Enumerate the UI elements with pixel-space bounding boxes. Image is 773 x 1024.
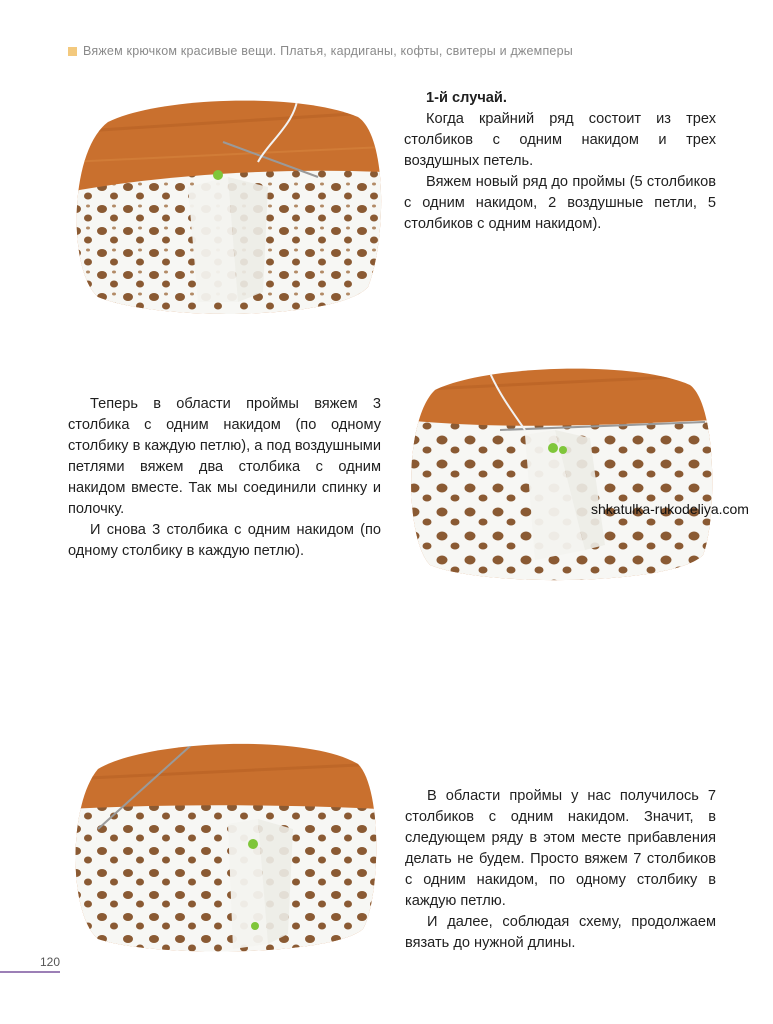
step-1-heading: 1-й случай. (426, 90, 507, 106)
page-number: 120 (40, 955, 61, 969)
step-3-paragraph-2: И далее, соблюдая схему, продолжаем вязать до нужной длины. (405, 914, 716, 951)
watermark-text: shkatulka-rukodeliya.com (591, 501, 749, 517)
step-2-paragraph-1: Теперь в области проймы вяжем 3 столбика с одним накидом (по одному столбику в каждую петлю), а под воздушными петлями вяжем два столбика с одним накидом вместе. Так мы соединили спинку и полочку. (68, 396, 381, 517)
step-1-paragraph-2: Вяжем новый ряд до проймы (5 столбиков с одним накидом, 2 воздушные петли, 5 столбиков с одним накидом). (404, 174, 716, 232)
header-title: Вяжем крючком красивые вещи. Платья, кардиганы, кофты, свитеры и джемперы (83, 44, 573, 58)
text-block-step-3 (405, 786, 716, 954)
text-block-step-1 (404, 88, 716, 235)
running-header (68, 44, 748, 58)
photo-step-2 (405, 360, 715, 585)
page-number-underline (0, 971, 60, 973)
step-2-paragraph-2: И снова 3 столбика с одним накидом (по одному столбику в каждую петлю). (68, 522, 381, 559)
step-3-paragraph-1: В области проймы у нас получилось 7 столбиков с одним накидом. Значит, в следующем ряду в этом месте прибавления делать не будем. Просто вяжем 7 столбиков с одним накидом, по одному столбику в каждую петлю. (405, 788, 716, 909)
photo-step-3 (68, 734, 380, 956)
header-marker-icon (68, 47, 77, 56)
step-1-paragraph-1: Когда крайний ряд состоит из трех столбиков с одним накидом и трех воздушных петель. (404, 111, 716, 169)
text-block-step-2 (68, 394, 381, 562)
photo-step-1 (68, 92, 383, 320)
